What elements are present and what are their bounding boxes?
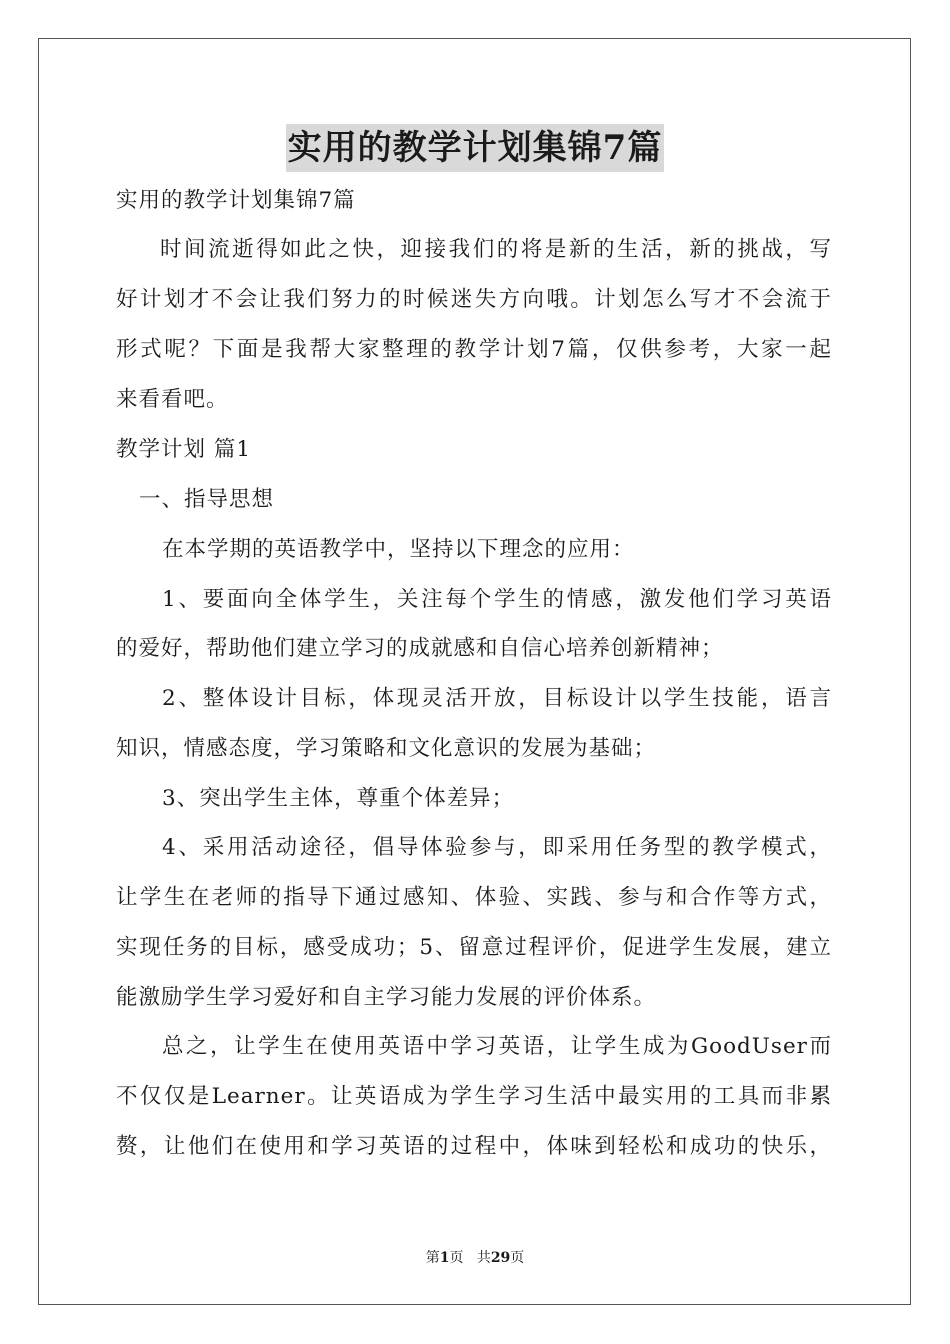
section-heading: 教学计划 篇1 [116, 437, 252, 462]
page-border [38, 38, 911, 1305]
paragraph-line: 赘，让他们在使用和学习英语的过程中，体味到轻松和成功的快乐， [116, 1134, 832, 1159]
paragraph-line: 在本学期的英语教学中，坚持以下理念的应用： [162, 537, 635, 562]
paragraph-line: 好计划才不会让我们努力的时候迷失方向哦。计划怎么写才不会流于 [116, 287, 832, 312]
paragraph-line: 形式呢？下面是我帮大家整理的教学计划7篇，仅供参考，大家一起 [116, 337, 832, 362]
list-item-line: 3、突出学生主体，尊重个体差异； [162, 786, 515, 811]
list-item-line: 实现任务的目标，感受成功；5、留意过程评价，促进学生发展，建立 [116, 935, 832, 960]
list-item-line: 2、整体设计目标，体现灵活开放，目标设计以学生技能，语言 [162, 686, 832, 711]
list-item-line: 能激励学生学习爱好和自主学习能力发展的评价体系。 [116, 985, 657, 1010]
total-pages: 29 [490, 1250, 511, 1266]
document-title: 实用的教学计划集锦7篇 [286, 124, 665, 172]
paragraph-line: 总之，让学生在使用英语中学习英语，让学生成为GoodUser而 [162, 1034, 832, 1059]
page-prefix: 第 [425, 1250, 440, 1266]
list-item-line: 知识，情感态度，学习策略和文化意识的发展为基础； [116, 736, 657, 761]
list-item-line: 4、采用活动途径，倡导体验参与，即采用任务型的教学模式， [162, 835, 832, 860]
subsection-heading: 一、指导思想 [139, 487, 275, 512]
list-item-line: 的爱好，帮助他们建立学习的成就感和自信心培养创新精神； [116, 636, 724, 661]
paragraph-line: 时间流逝得如此之快，迎接我们的将是新的生活，新的挑战，写 [160, 237, 832, 262]
paragraph-line: 不仅仅是Learner。让英语成为学生学习生活中最实用的工具而非累 [116, 1084, 832, 1109]
total-prefix: 共 [476, 1250, 491, 1266]
total-suffix: 页 [510, 1250, 525, 1266]
list-item-line: 让学生在老师的指导下通过感知、体验、实践、参与和合作等方式， [116, 885, 832, 910]
paragraph-line: 来看看吧。 [116, 387, 229, 412]
subtitle-line: 实用的教学计划集锦7篇 [116, 188, 356, 213]
page-number: 1 [439, 1250, 450, 1266]
page-suffix: 页 [449, 1250, 464, 1266]
page-footer [0, 1248, 950, 1268]
list-item-line: 1、要面向全体学生，关注每个学生的情感，激发他们学习英语 [162, 587, 832, 612]
